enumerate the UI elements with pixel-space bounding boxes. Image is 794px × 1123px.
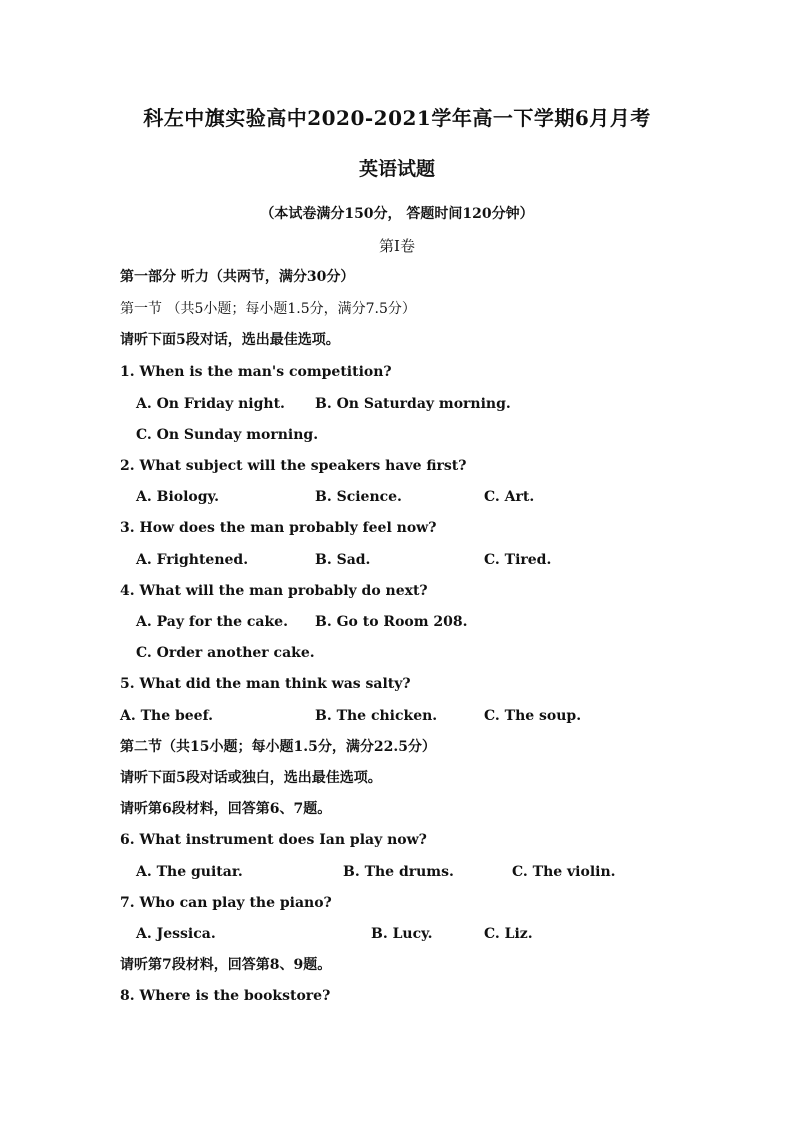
option-c: C. Order another cake.	[136, 645, 315, 661]
option-b: B. The drums.	[343, 864, 454, 880]
option-b: B. Go to Room 208.	[315, 614, 468, 630]
question-stem: 7. Who can play the piano?	[120, 895, 332, 911]
section1-heading: 第一节 （共5小题；每小题1.5分，满分7.5分）	[120, 301, 416, 317]
option-c: C. Tired.	[484, 552, 552, 568]
exam-title: 科左中旗实验高中2020-2021学年高一下学期6月月考	[143, 106, 651, 130]
option-a: A. Jessica.	[136, 926, 216, 942]
option-b: B. Science.	[315, 489, 402, 505]
option-c: C. The violin.	[512, 864, 616, 880]
option-b: B. On Saturday morning.	[315, 396, 511, 412]
question-stem: 2. What subject will the speakers have first?	[120, 458, 467, 474]
volume-label: 第Ⅰ卷	[379, 237, 415, 255]
section1-instruction: 请听下面5段对话，选出最佳选项。	[120, 332, 340, 348]
question-stem: 4. What will the man probably do next?	[120, 583, 428, 599]
material-7-instruction: 请听第7段材料，回答第8、9题。	[120, 957, 332, 973]
option-a: A. On Friday night.	[136, 396, 285, 412]
option-b: B. Lucy.	[371, 926, 433, 942]
option-a: A. The guitar.	[136, 864, 243, 880]
option-b: B. Sad.	[315, 552, 371, 568]
exam-subtitle: 英语试题	[358, 158, 435, 180]
option-c: C. Liz.	[484, 926, 533, 942]
question-stem: 8. Where is the bookstore?	[120, 988, 331, 1004]
question-stem: 5. What did the man think was salty?	[120, 676, 411, 692]
option-a: A. Frightened.	[136, 552, 249, 568]
section2-heading: 第二节（共15小题；每小题1.5分，满分22.5分）	[120, 739, 436, 755]
question-stem: 3. How does the man probably feel now?	[120, 520, 437, 536]
option-c: C. The soup.	[484, 708, 582, 724]
section2-instruction: 请听下面5段对话或独白，选出最佳选项。	[120, 770, 382, 786]
exam-info: （本试卷满分150分， 答题时间120分钟）	[260, 206, 534, 222]
option-c: C. Art.	[484, 489, 535, 505]
question-stem: 6. What instrument does Ian play now?	[120, 832, 427, 848]
part1-heading: 第一部分 听力（共两节，满分30分）	[120, 269, 355, 285]
option-a: A. The beef.	[120, 708, 213, 724]
material-6-instruction: 请听第6段材料，回答第6、7题。	[120, 801, 332, 817]
option-a: A. Pay for the cake.	[136, 614, 288, 630]
option-b: B. The chicken.	[315, 708, 438, 724]
question-stem: 1. When is the man's competition?	[120, 364, 392, 380]
option-c: C. On Sunday morning.	[136, 427, 319, 443]
option-a: A. Biology.	[136, 489, 219, 505]
